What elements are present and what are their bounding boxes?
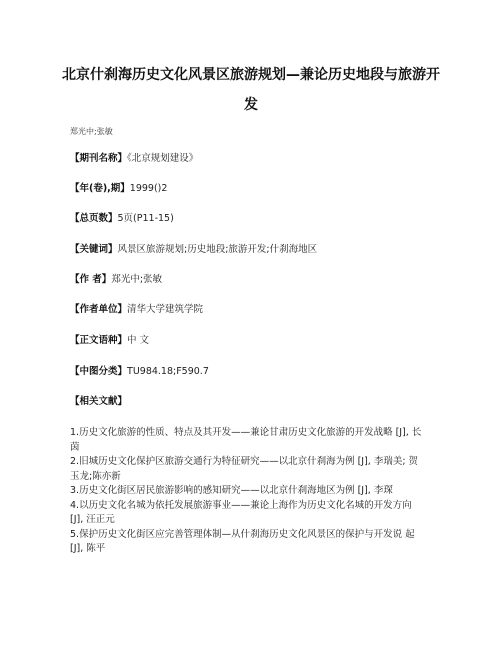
document-title: 北京什刹海历史文化风景区旅游规划—兼论历史地段与旅游开发 (62, 67, 440, 113)
field-key: 【中图分类】 (70, 366, 128, 377)
field-clc-classification (70, 365, 209, 379)
field-value: 清华大学建筑学院 (127, 304, 204, 315)
reference-list (70, 426, 422, 557)
field-value: 《北京规划建设》 (127, 153, 199, 164)
field-key: 【期刊名称】 (70, 153, 128, 164)
field-author-affiliation (70, 303, 203, 317)
field-value: 1999()2 (129, 183, 168, 194)
field-key: 【正文语种】 (70, 335, 128, 346)
field-related-literature (70, 395, 127, 409)
field-total-pages (70, 212, 174, 226)
field-authors (70, 273, 162, 287)
reference-item: 5.保护历史文化街区应完善管理体制—从什刹海历史文化风景区的保护与开发说 起 [J], 陈平 (70, 528, 415, 554)
reference-item: 3.历史文化街区居民旅游影响的感知研究——以北京什刹海地区为例 [J], 李琛 (70, 485, 393, 496)
field-key: 【作 者】 (70, 274, 112, 285)
field-keywords (70, 243, 317, 257)
field-key: 【年(卷),期】 (70, 183, 130, 194)
field-text-language (70, 334, 149, 348)
field-key: 【相关文献】 (70, 396, 128, 407)
field-key: 【作者单位】 (70, 304, 128, 315)
field-value: 5页(P11-15) (117, 213, 174, 224)
reference-item: 2.旧城历史文化保护区旅游交通行为特征研究——以北京什刹海为例 [J], 李瑞美; 贺玉龙;陈亦新 (70, 456, 419, 482)
reference-item: 4.以历史文化名城为依托发展旅游事业——兼论上海作为历史文化名城的开发方向 [J], 汪正元 (70, 499, 412, 525)
document-authors: 郑光中;张敏 (70, 127, 113, 136)
field-key: 【关键词】 (70, 244, 118, 255)
reference-item: 1.历史文化旅游的性质、特点及其开发——兼论甘肃历史文化旅游的开发战略 [J], 长茵 (70, 427, 422, 453)
field-value: 中 文 (127, 335, 150, 346)
field-value: 郑光中;张敏 (111, 274, 163, 285)
field-value: TU984.18;F590.7 (127, 366, 209, 377)
field-year-volume-issue (70, 182, 167, 196)
field-value: 风景区旅游规划;历史地段;旅游开发;什刹海地区 (117, 244, 318, 255)
field-journal-name (70, 152, 198, 166)
field-key: 【总页数】 (70, 213, 118, 224)
